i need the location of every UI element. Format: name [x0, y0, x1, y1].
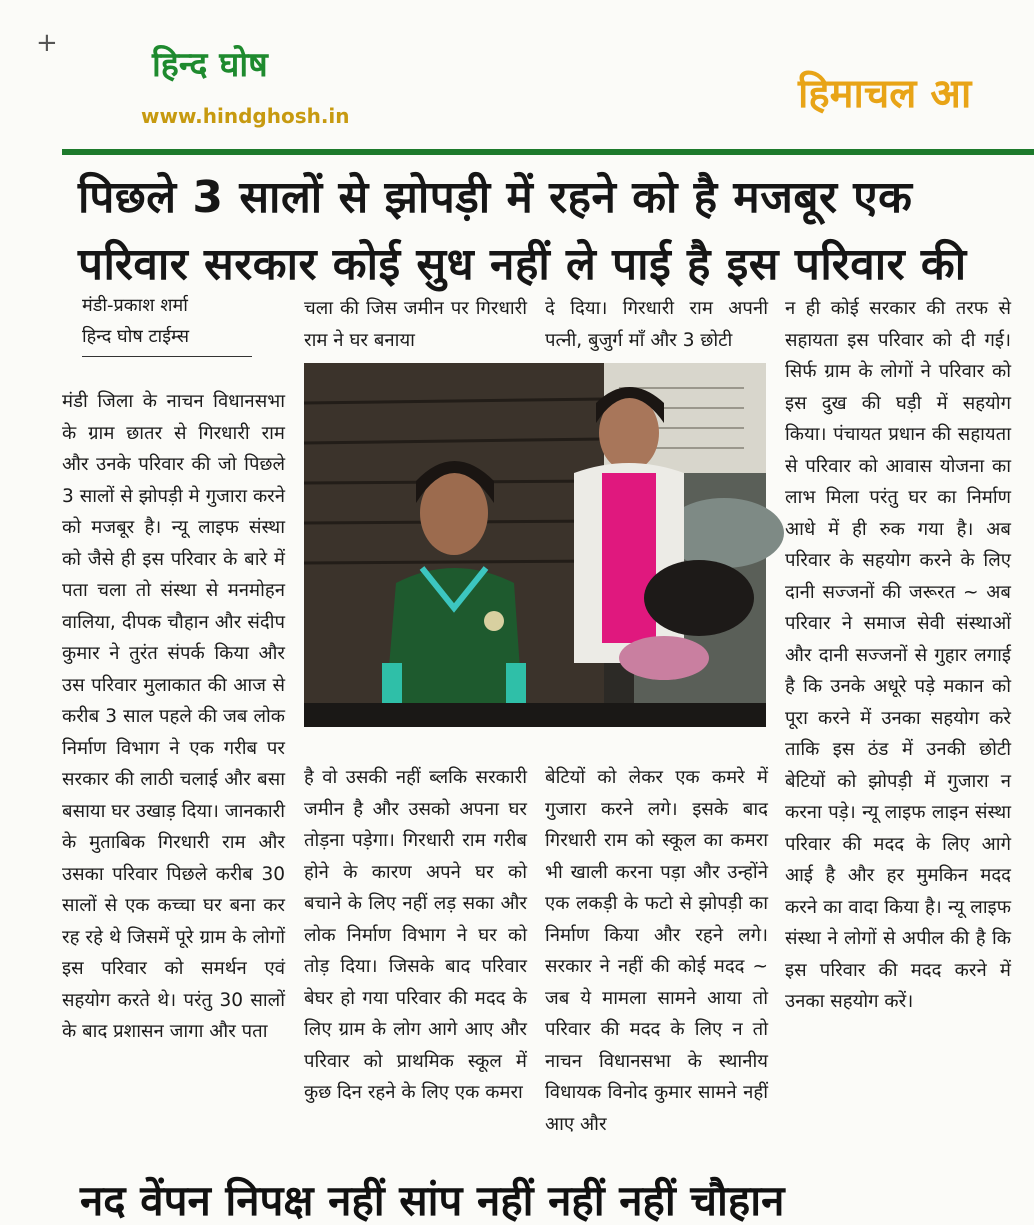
- article-column-3-bottom: [545, 762, 768, 1140]
- article-column-1-text: मंडी जिला के नाचन विधानसभा के ग्राम छातर से गिरधारी राम और उनके परिवार की जो पिछले 3 सालों से झोपड़ी मे गुजारा करने को मजबूर है। न्यू लाइफ संस्था को जैसे ही इस परिवार के बारे में पता चला तो संस्था से मनमोहन वालिया, दीपक चौहान और संदीप कुमार ने तुरंत संपर्क किया और उस परिवार मुलाकात की आज से करीब 3 साल पहले की जब लोक निर्माण विभाग ने एक गरीब पर सरकार की लाठी चलाई और बसा बसाया घर उखाड़ दिया। जानकारी के मुताबिक गिरधारी राम और उसका परिवार पिछले करीब 30 सालों से एक कच्चा घर बना कर रह रहे थे जिसमें पूरे ग्राम के लोगों इस परिवार को समर्थन एवं सहयोग करते थे। परंतु 30 सालों के बाद प्रशासन जागा और पता: [62, 391, 285, 1042]
- newspaper-brand: हिन्द घोष: [152, 45, 268, 85]
- article-column-3-top: [545, 293, 768, 356]
- article-column-2-top: [304, 293, 527, 356]
- website-url: www.hindghosh.in: [141, 104, 350, 128]
- article-column-3-bottom-text: बेटियों को लेकर एक कमरे में गुजारा करने लगे। इसके बाद गिरधारी राम को स्कूल का कमरा भी खाली करना पड़ा और उन्होंने एक लकड़ी के फटो से झोपड़ी का निर्माण किया और रहने लगे। सरकार ने नहीं की कोई मदद ~ जब ये मामला सामने आया तो परिवार की मदद के लिए न तो नाचन विधानसभा के स्थानीय विधायक विनोद कुमार सामने नहीं आए और: [545, 767, 768, 1135]
- next-headline-cropped: [80, 1176, 1034, 1225]
- article-column-3-top-text: दे दिया। गिरधारी राम अपनी पत्नी, बुजुर्ग माँ और 3 छोटी: [545, 298, 768, 351]
- article-column-4: [785, 293, 1011, 1018]
- photo-children-in-hut: [304, 363, 766, 727]
- section-title: हिमाचल आ: [798, 71, 972, 117]
- article-column-4-text: न ही कोई सरकार की तरफ से सहायता इस परिवार को दी गई। सिर्फ ग्राम के लोगों ने परिवार को इस दुख की घड़ी में सहयोग किया। पंचायत प्रधान की सहायता से परिवार को आवास योजना का लाभ मिला परंतु घर का निर्माण आधे में ही रुक गया है। अब परिवार के सहयोग करने के लिए दानी सज्जनों की जरूरत ~ अब परिवार ने समाज सेवी संस्थाओं और दानी सज्जनों से गुहार लगाई है कि उनके अधूरे पड़े मकान को पूरा करने में उनका सहयोग करे ताकि इस ठंड में उनकी छोटी बेटियों को झोपड़ी में गुजारा न करना पड़े। न्यू लाइफ लाइन संस्था परिवार की मदद के लिए आगे आई है और हर मुमकिन मदद करने का वादा किया है। न्यू लाइफ संस्था ने लोगों से अपील की है कि इस परिवार की मदद करने में उनका सहयोग करें।: [785, 298, 1011, 1012]
- cropped-headline-glyphs: नद वेंपन निपक्ष नहीं सांप नहीं नहीं नहीं चौहान: [80, 1176, 785, 1225]
- header-rule: [62, 149, 1034, 155]
- article-column-2-bottom-text: है वो उसकी नहीं ब्लकि सरकारी जमीन है और उसको अपना घर तोड़ना पड़ेगा। गिरधारी राम गरीब होने के कारण अपने घर को बचाने के लिए नहीं लड़ सका और लोक निर्माण विभाग ने घर को तोड़ दिया। जिसके बाद परिवार बेघर हो गया परिवार की मदद के लिए ग्राम के लोग आगे आए और परिवार को प्राथमिक स्कूल में कुछ दिन रहने के लिए एक कमरा: [304, 767, 527, 1103]
- article-column-1: [62, 386, 285, 1048]
- byline-divider: [82, 356, 252, 357]
- headline-line-1: पिछले 3 सालों से झोपड़ी में रहने को है मजबूर एक: [78, 172, 913, 223]
- byline: [82, 290, 189, 352]
- byline-author: मंडी-प्रकाश शर्मा: [82, 295, 188, 316]
- byline-publication: हिन्द घोष टाईम्स: [82, 326, 190, 347]
- headline-line-2: परिवार सरकार कोई सुध नहीं ले पाई है इस परिवार की: [78, 239, 967, 290]
- crop-mark: +: [36, 28, 58, 58]
- news-photo: [304, 363, 766, 727]
- article-column-2-bottom: [304, 762, 527, 1109]
- article-column-2-top-text: चला की जिस जमीन पर गिरधारी राम ने घर बनाया: [304, 298, 527, 351]
